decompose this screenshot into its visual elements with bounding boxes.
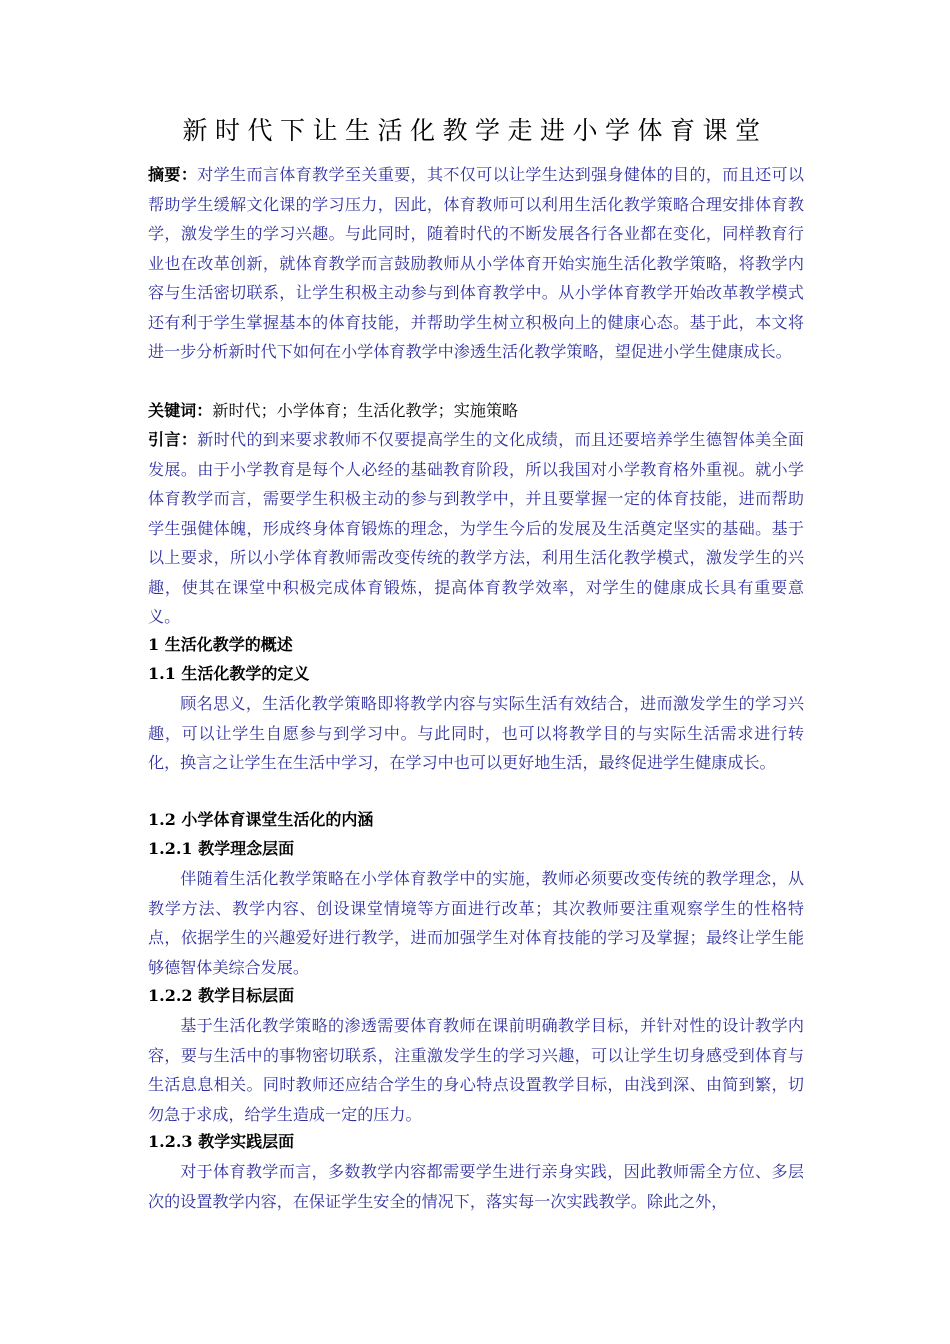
paragraph-1-1: 顾名思义，生活化教学策略即将教学内容与实际生活有效结合，进而激发学生的学习兴趣，可以让学生自愿参与到学习中。与此同时，也可以将教学目的与实际生活需求进行转化，换言之让学生在生活中学习，在学习中也可以更好地生活，最终促进学生健康成长。 <box>148 694 804 772</box>
intro-paragraph <box>148 425 804 632</box>
heading-1-2-3: 1.2.3 教学实践层面 <box>148 1132 295 1151</box>
intro-label: 引言： <box>148 430 198 449</box>
document-title: 新时代下让生活化教学走进小学体育课堂 <box>182 116 768 145</box>
intro-text: 新时代的到来要求教师不仅要提高学生的文化成绩，而且还要培养学生德智体美全面发展。由于小学教育是每个人必经的基础教育阶段，所以我国对小学教育格外重视。就小学体育教学而言，需要学生积极主动的参与到教学中，并且要掌握一定的体育技能，进而帮助学生强健体魄，形成终身体育锻炼的理念，为学生今后的发展及生活奠定坚实的基础。基于以上要求，所以小学体育教师需改变传统的教学方法，利用生活化教学模式，激发学生的兴趣，使其在课堂中积极完成体育锻炼，提高体育教学效率，对学生的健康成长具有重要意义。 <box>148 430 805 626</box>
abstract-label: 摘要： <box>148 165 198 184</box>
heading-1: 1 生活化教学的概述 <box>148 635 293 654</box>
heading-1-1: 1.1 生活化教学的定义 <box>148 664 310 683</box>
keywords-label: 关键词： <box>148 401 213 420</box>
paragraph-1-2-3: 对于体育教学而言，多数教学内容都需要学生进行亲身实践，因此教师需全方位、多层次的设置教学内容，在保证学生安全的情况下，落实每一次实践教学。除此之外， <box>148 1162 804 1211</box>
abstract-text: 对学生而言体育教学至关重要，其不仅可以让学生达到强身健体的目的，而且还可以帮助学生缓解文化课的学习压力，因此，体育教师可以利用生活化教学策略合理安排体育教学，激发学生的学习兴趣。与此同时，随着时代的不断发展各行各业都在变化，同样教育行业也在改革创新，就体育教学而言鼓励教师从小学体育开始实施生活化教学策略，将教学内容与生活密切联系，让学生积极主动参与到体育教学中。从小学体育教学开始改革教学模式还有利于学生掌握基本的体育技能，并帮助学生树立积极向上的健康心态。基于此，本文将进一步分析新时代下如何在小学体育教学中渗透生活化教学策略，望促进小学生健康成长。 <box>148 165 805 361</box>
keywords-text: 新时代；小学体育；生活化教学；实施策略 <box>212 401 519 420</box>
heading-1-2-2: 1.2.2 教学目标层面 <box>148 986 295 1005</box>
heading-1-2-1: 1.2.1 教学理念层面 <box>148 839 295 858</box>
paragraph-1-2-1: 伴随着生活化教学策略在小学体育教学中的实施，教师必须要改变传统的教学理念，从教学方法、教学内容、创设课堂情境等方面进行改革；其次教师要注重观察学生的性格特点，依据学生的兴趣爱好进行教学，进而加强学生对体育技能的学习及掌握；最终让学生能够德智体美综合发展。 <box>148 869 804 977</box>
keywords-paragraph <box>148 396 804 426</box>
paragraph-1-2-2: 基于生活化教学策略的渗透需要体育教师在课前明确教学目标，并针对性的设计教学内容，要与生活中的事物密切联系，注重激发学生的学习兴趣，可以让学生切身感受到体育与生活息息相关。同时教师还应结合学生的身心特点设置教学目标，由浅到深、由简到繁，切勿急于求成，给学生造成一定的压力。 <box>148 1016 804 1124</box>
abstract-paragraph <box>148 160 804 367</box>
heading-1-2: 1.2 小学体育课堂生活化的内涵 <box>148 810 374 829</box>
